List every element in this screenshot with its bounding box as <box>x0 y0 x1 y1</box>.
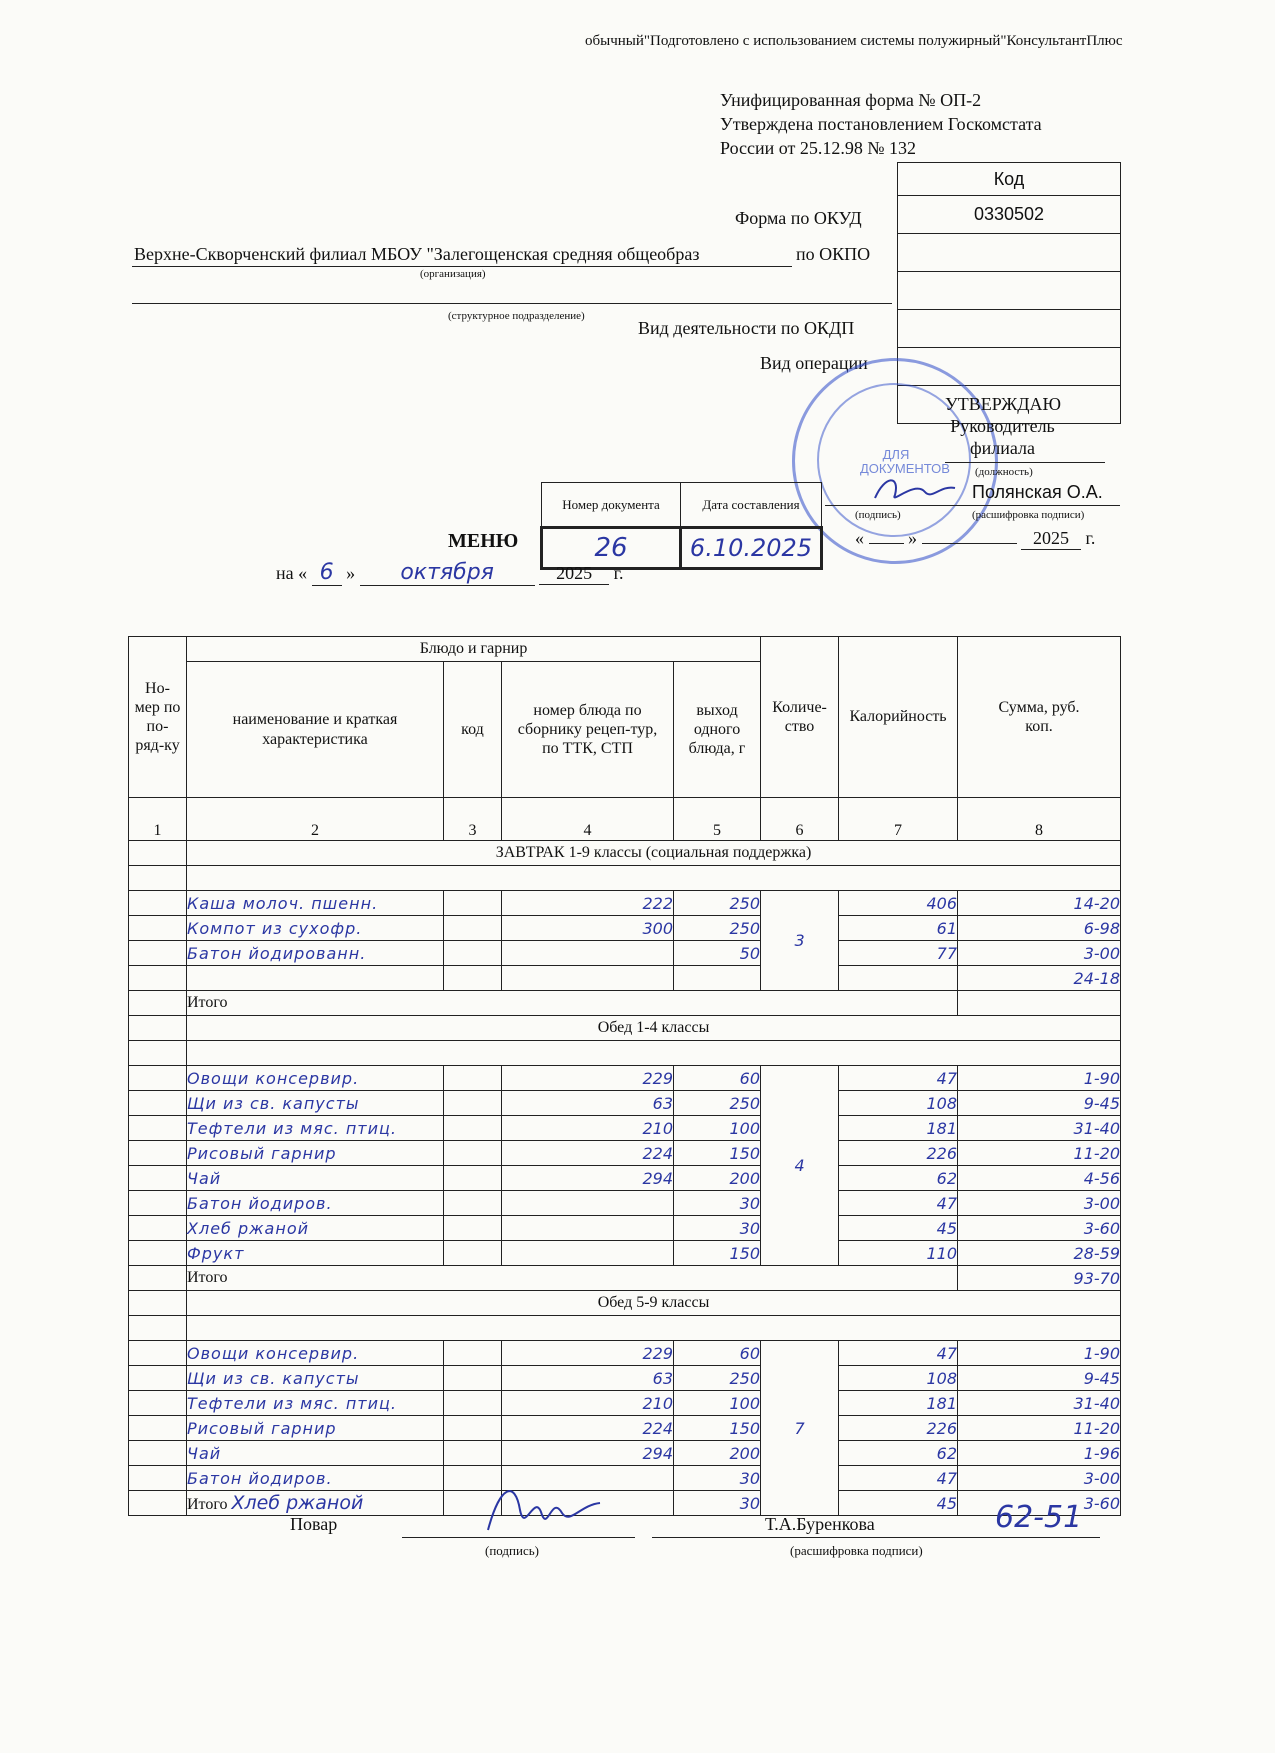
sum-cell[interactable]: 11-20 <box>958 1141 1121 1166</box>
recipe-cell[interactable]: 222 <box>502 891 674 916</box>
row-number-cell[interactable] <box>129 1166 187 1191</box>
output-cell[interactable]: 60 <box>674 1066 761 1091</box>
code-cell[interactable] <box>444 1416 502 1441</box>
column-number: 6 <box>761 798 839 841</box>
cook-signature-icon <box>480 1475 610 1540</box>
cook-name: Т.А.Буренкова <box>765 1514 875 1534</box>
menu-title: МЕНЮ <box>448 530 519 552</box>
code-cell[interactable] <box>444 1141 502 1166</box>
okud-label: Форма по ОКУД <box>735 208 862 228</box>
table-row <box>129 1466 1121 1491</box>
calorie-cell[interactable]: 47 <box>839 1191 958 1216</box>
column-number: 5 <box>674 798 761 841</box>
row-number-cell[interactable] <box>129 1441 187 1466</box>
sum-cell[interactable]: 31-40 <box>958 1116 1121 1141</box>
calorie-cell[interactable]: 47 <box>839 1466 958 1491</box>
row-number-cell[interactable] <box>129 1191 187 1216</box>
total-label: Итого <box>187 1496 228 1513</box>
consultant-note-text: обычный"Подготовлено с использованием системы полужирный"КонсультантПлюс <box>585 33 1123 49</box>
menu-on-label: на <box>276 563 294 583</box>
form-line-1: Унифицированная форма № ОП-2 <box>720 90 982 110</box>
column-number: 7 <box>839 798 958 841</box>
recipe-cell[interactable]: 224 <box>502 1416 674 1441</box>
sum-cell[interactable]: 9-45 <box>958 1366 1121 1391</box>
sum-cell[interactable]: 1-90 <box>958 1341 1121 1366</box>
total-sum-cell[interactable]: 93-70 <box>958 1266 1121 1291</box>
recipe-cell[interactable]: 229 <box>502 1341 674 1366</box>
output-cell[interactable]: 250 <box>674 916 761 941</box>
calorie-cell[interactable]: 62 <box>839 1441 958 1466</box>
code-cell[interactable] <box>444 966 502 991</box>
recipe-cell[interactable]: 224 <box>502 1141 674 1166</box>
output-cell[interactable]: 30 <box>674 1191 761 1216</box>
dish-name-cell[interactable] <box>187 966 444 991</box>
menu-year-suffix: г. <box>613 563 624 583</box>
code-cell[interactable] <box>444 1341 502 1366</box>
document-table <box>540 482 823 570</box>
table-row <box>129 1341 1121 1366</box>
row-number-cell[interactable] <box>129 966 187 991</box>
output-cell[interactable]: 30 <box>674 1466 761 1491</box>
sum-cell[interactable]: 24-18 <box>958 966 1121 991</box>
table-row <box>129 1441 1121 1466</box>
approval-signature-icon <box>870 470 960 510</box>
code-cell[interactable] <box>444 1166 502 1191</box>
sum-cell[interactable]: 3-00 <box>958 1191 1121 1216</box>
dish-name-text[interactable]: Хлеб ржаной <box>231 1492 364 1514</box>
sum-cell[interactable]: 11-20 <box>958 1416 1121 1441</box>
table-row <box>129 941 1121 966</box>
spacer-row <box>129 866 1121 891</box>
output-cell[interactable]: 250 <box>674 1366 761 1391</box>
row-number-cell[interactable] <box>129 941 187 966</box>
table-row <box>129 1166 1121 1191</box>
okud-value: 0330502 <box>898 196 1121 234</box>
row-number-cell[interactable] <box>129 916 187 941</box>
table-row <box>129 1141 1121 1166</box>
sum-cell[interactable]: 1-90 <box>958 1066 1121 1091</box>
table-row <box>129 916 1121 941</box>
recipe-cell[interactable]: 300 <box>502 916 674 941</box>
total-row <box>129 991 1121 1016</box>
output-cell[interactable]: 100 <box>674 1116 761 1141</box>
dish-name-cell[interactable]: Овощи консервир. <box>187 1341 444 1366</box>
output-cell[interactable]: 60 <box>674 1341 761 1366</box>
code-cell[interactable] <box>444 1116 502 1141</box>
row-number-cell[interactable] <box>129 1141 187 1166</box>
calorie-cell[interactable]: 45 <box>839 1491 958 1516</box>
menu-quote-close: » <box>346 563 356 583</box>
dish-name-cell[interactable]: Тефтели из мяс. птиц. <box>187 1391 444 1416</box>
col-sum-header: Сумма, руб. коп. <box>958 637 1121 798</box>
dish-name-cell[interactable]: Чай <box>187 1441 444 1466</box>
dish-name-cell[interactable]: Рисовый гарнир <box>187 1416 444 1441</box>
code-cell[interactable] <box>444 1241 502 1266</box>
sum-cell[interactable]: 31-40 <box>958 1391 1121 1416</box>
calorie-cell[interactable]: 226 <box>839 1141 958 1166</box>
dish-name-cell[interactable]: Рисовый гарнир <box>187 1141 444 1166</box>
doc-number-value[interactable]: 26 <box>542 528 681 569</box>
quantity-cell[interactable]: 7 <box>761 1341 839 1516</box>
dish-name-cell[interactable]: Фрукт <box>187 1241 444 1266</box>
total-label: Итого <box>187 991 958 1016</box>
col-code-header: код <box>444 662 502 798</box>
output-cell[interactable]: 30 <box>674 1491 761 1516</box>
row-number-cell[interactable] <box>129 1216 187 1241</box>
output-cell[interactable]: 30 <box>674 1216 761 1241</box>
table-row <box>129 1391 1121 1416</box>
organization-caption: (организация) <box>420 268 486 280</box>
column-number: 1 <box>129 798 187 841</box>
sum-cell[interactable]: 6-98 <box>958 916 1121 941</box>
section-title: Обед 5-9 классы <box>187 1291 1121 1316</box>
menu-day[interactable]: 6 <box>312 560 342 586</box>
calorie-cell[interactable]: 226 <box>839 1416 958 1441</box>
position-caption: (должность) <box>975 466 1033 478</box>
code-cell[interactable] <box>444 941 502 966</box>
grand-total-handwritten: 62-51 <box>995 1500 1083 1535</box>
recipe-cell[interactable] <box>502 966 674 991</box>
menu-date-line <box>276 560 623 586</box>
table-row <box>129 1241 1121 1266</box>
recipe-cell[interactable]: 210 <box>502 1116 674 1141</box>
table-row <box>129 1191 1121 1216</box>
blank-code-2[interactable] <box>898 310 1121 348</box>
output-cell[interactable]: 250 <box>674 1091 761 1116</box>
sum-cell[interactable]: 3-00 <box>958 1466 1121 1491</box>
output-cell[interactable]: 100 <box>674 1391 761 1416</box>
row-number-cell[interactable] <box>129 1116 187 1141</box>
output-cell[interactable]: 150 <box>674 1241 761 1266</box>
row-number-cell[interactable] <box>129 1341 187 1366</box>
calorie-cell[interactable]: 406 <box>839 891 958 916</box>
dish-name-cell[interactable]: Щи из св. капусты <box>187 1366 444 1391</box>
approval-name-caption: (расшифровка подписи) <box>972 509 1085 521</box>
operation-label: Вид операции <box>760 353 868 373</box>
approval-position-1: Руководитель <box>950 416 1055 436</box>
total-label-cell <box>187 1491 444 1516</box>
section-title: ЗАВТРАК 1-9 классы (социальная поддержка) <box>187 841 1121 866</box>
row-number-cell[interactable] <box>129 1391 187 1416</box>
calorie-cell[interactable]: 47 <box>839 1066 958 1091</box>
okpo-label: по ОКПО <box>796 244 871 264</box>
spacer-row <box>129 1316 1121 1341</box>
calorie-cell[interactable]: 108 <box>839 1366 958 1391</box>
calorie-cell[interactable]: 47 <box>839 1341 958 1366</box>
table-row <box>129 1216 1121 1241</box>
form-line-2: Утверждена постановлением Госкомстата <box>720 114 1042 134</box>
total-sum-cell[interactable] <box>958 991 1121 1016</box>
code-cell[interactable] <box>444 1066 502 1091</box>
cook-label: Повар <box>290 1514 338 1534</box>
row-number-cell[interactable] <box>129 1366 187 1391</box>
form-header <box>720 88 1042 160</box>
sum-cell[interactable]: 9-45 <box>958 1091 1121 1116</box>
recipe-cell[interactable] <box>502 1191 674 1216</box>
calorie-cell[interactable]: 77 <box>839 941 958 966</box>
approval-year: 2025 <box>1021 528 1081 550</box>
table-row <box>129 1366 1121 1391</box>
doc-date-header: Дата составления <box>681 483 822 528</box>
table-row <box>129 1091 1121 1116</box>
sum-cell[interactable]: 3-60 <box>958 1491 1121 1516</box>
row-number-cell[interactable] <box>129 1091 187 1116</box>
calorie-cell[interactable]: 181 <box>839 1391 958 1416</box>
row-number-cell[interactable] <box>129 1241 187 1266</box>
approval-signature-caption: (подпись) <box>855 509 901 521</box>
sum-cell[interactable]: 3-60 <box>958 1216 1121 1241</box>
code-cell[interactable] <box>444 1216 502 1241</box>
column-number: 4 <box>502 798 674 841</box>
menu-quote-open: « <box>298 563 308 583</box>
code-cell[interactable] <box>444 1441 502 1466</box>
section-title: Обед 1-4 классы <box>187 1016 1121 1041</box>
code-cell[interactable] <box>444 1391 502 1416</box>
calorie-cell[interactable]: 61 <box>839 916 958 941</box>
output-cell[interactable]: 200 <box>674 1441 761 1466</box>
row-number-cell[interactable] <box>129 1416 187 1441</box>
code-cell[interactable] <box>444 891 502 916</box>
organization-name: Верхне-Скворченский филиал МБОУ "Залегощенская средняя общеобраз <box>134 244 700 264</box>
col-num-header: Но-мер по по-ряд-ку <box>129 637 187 798</box>
approval-year-suffix: г. <box>1085 528 1096 548</box>
approval-quote-close: » <box>908 528 917 548</box>
recipe-cell[interactable] <box>502 941 674 966</box>
column-number: 2 <box>187 798 444 841</box>
col-cal-header: Калорийность <box>839 637 958 798</box>
row-number-cell[interactable] <box>129 891 187 916</box>
calorie-cell[interactable]: 110 <box>839 1241 958 1266</box>
dish-name-cell[interactable]: Компот из сухофр. <box>187 916 444 941</box>
recipe-cell[interactable]: 63 <box>502 1366 674 1391</box>
section-header-row <box>129 1016 1121 1041</box>
table-row <box>129 1116 1121 1141</box>
dish-name-cell[interactable]: Батон йодиров. <box>187 1191 444 1216</box>
output-cell[interactable] <box>674 966 761 991</box>
dish-name-cell[interactable]: Чай <box>187 1166 444 1191</box>
col-name-header: наименование и краткая характеристика <box>187 662 444 798</box>
recipe-cell[interactable]: 63 <box>502 1091 674 1116</box>
form-line-3: России от 25.12.98 № 132 <box>720 138 917 158</box>
approval-block <box>945 393 1060 459</box>
column-number: 8 <box>958 798 1121 841</box>
code-header: Код <box>898 163 1121 196</box>
table-row <box>129 1066 1121 1091</box>
recipe-cell[interactable]: 210 <box>502 1391 674 1416</box>
section-header-row <box>129 841 1121 866</box>
approval-position-2: филиала <box>969 438 1036 458</box>
code-cell[interactable] <box>444 1091 502 1116</box>
recipe-cell[interactable]: 229 <box>502 1066 674 1091</box>
okpo-value[interactable] <box>898 234 1121 272</box>
dish-name-cell[interactable]: Щи из св. капусты <box>187 1091 444 1116</box>
sum-cell[interactable]: 14-20 <box>958 891 1121 916</box>
approval-date <box>855 528 1095 550</box>
column-numbers-row <box>129 798 1121 841</box>
sum-cell[interactable]: 4-56 <box>958 1166 1121 1191</box>
table-row <box>129 891 1121 916</box>
col-output-header: выход одного блюда, г <box>674 662 761 798</box>
spacer-row <box>129 1041 1121 1066</box>
approval-quote-open: « <box>855 528 864 548</box>
row-number-cell[interactable] <box>129 1066 187 1091</box>
output-cell[interactable]: 250 <box>674 891 761 916</box>
subdivision-caption: (структурное подразделение) <box>448 310 585 322</box>
total-row <box>129 1266 1121 1291</box>
menu-month[interactable]: октября <box>360 560 535 586</box>
okdp-label: Вид деятельности по ОКДП <box>638 318 855 338</box>
table-row <box>129 1416 1121 1441</box>
table-row <box>129 966 1121 991</box>
stamp-center-text: ДЛЯ ДОКУМЕНТОВ <box>860 447 950 477</box>
blank-code-1[interactable] <box>898 272 1121 310</box>
output-cell[interactable]: 150 <box>674 1141 761 1166</box>
code-cell[interactable] <box>444 916 502 941</box>
consultant-note <box>585 33 1123 50</box>
approval-name: Полянская О.А. <box>972 482 1103 502</box>
col-dish-group-header: Блюдо и гарнир <box>187 637 761 662</box>
calorie-cell[interactable]: 108 <box>839 1091 958 1116</box>
approval-title: УТВЕРЖДАЮ <box>945 394 1062 414</box>
code-cell[interactable] <box>444 1191 502 1216</box>
quantity-cell[interactable]: 4 <box>761 1066 839 1266</box>
calorie-cell[interactable] <box>839 966 958 991</box>
calorie-cell[interactable]: 62 <box>839 1166 958 1191</box>
calorie-cell[interactable]: 181 <box>839 1116 958 1141</box>
row-number-cell[interactable] <box>129 1466 187 1491</box>
output-cell[interactable]: 200 <box>674 1166 761 1191</box>
recipe-cell[interactable]: 294 <box>502 1441 674 1466</box>
dish-name-cell[interactable]: Батон йодированн. <box>187 941 444 966</box>
doc-number-header: Номер документа <box>542 483 681 528</box>
dish-name-cell[interactable]: Хлеб ржаной <box>187 1216 444 1241</box>
output-cell[interactable]: 150 <box>674 1416 761 1441</box>
menu-table <box>128 636 1121 1516</box>
dish-name-cell[interactable]: Батон йодиров. <box>187 1466 444 1491</box>
recipe-cell[interactable]: 294 <box>502 1166 674 1191</box>
recipe-cell[interactable] <box>502 1241 674 1266</box>
code-cell[interactable] <box>444 1366 502 1391</box>
total-row <box>129 1491 1121 1516</box>
output-cell[interactable]: 50 <box>674 941 761 966</box>
quantity-cell[interactable]: 3 <box>761 891 839 991</box>
section-header-row <box>129 1291 1121 1316</box>
cook-name-caption: (расшифровка подписи) <box>790 1543 923 1558</box>
column-number: 3 <box>444 798 502 841</box>
dish-name-cell[interactable]: Тефтели из мяс. птиц. <box>187 1116 444 1141</box>
sum-cell[interactable]: 28-59 <box>958 1241 1121 1266</box>
col-qty-header: Количе-ство <box>761 637 839 798</box>
sum-cell[interactable]: 3-00 <box>958 941 1121 966</box>
total-label: Итого <box>187 1266 958 1291</box>
sum-cell[interactable]: 1-96 <box>958 1441 1121 1466</box>
cook-signature-caption: (подпись) <box>485 1543 539 1558</box>
dish-name-cell[interactable]: Овощи консервир. <box>187 1066 444 1091</box>
dish-name-cell[interactable]: Каша молоч. пшенн. <box>187 891 444 916</box>
recipe-cell[interactable] <box>502 1216 674 1241</box>
menu-year: 2025 <box>539 563 609 585</box>
doc-date-value[interactable]: 6.10.2025 <box>681 528 822 569</box>
col-recipe-header: номер блюда по сборнику рецеп-тур, по ТТК, СТП <box>502 662 674 798</box>
calorie-cell[interactable]: 45 <box>839 1216 958 1241</box>
